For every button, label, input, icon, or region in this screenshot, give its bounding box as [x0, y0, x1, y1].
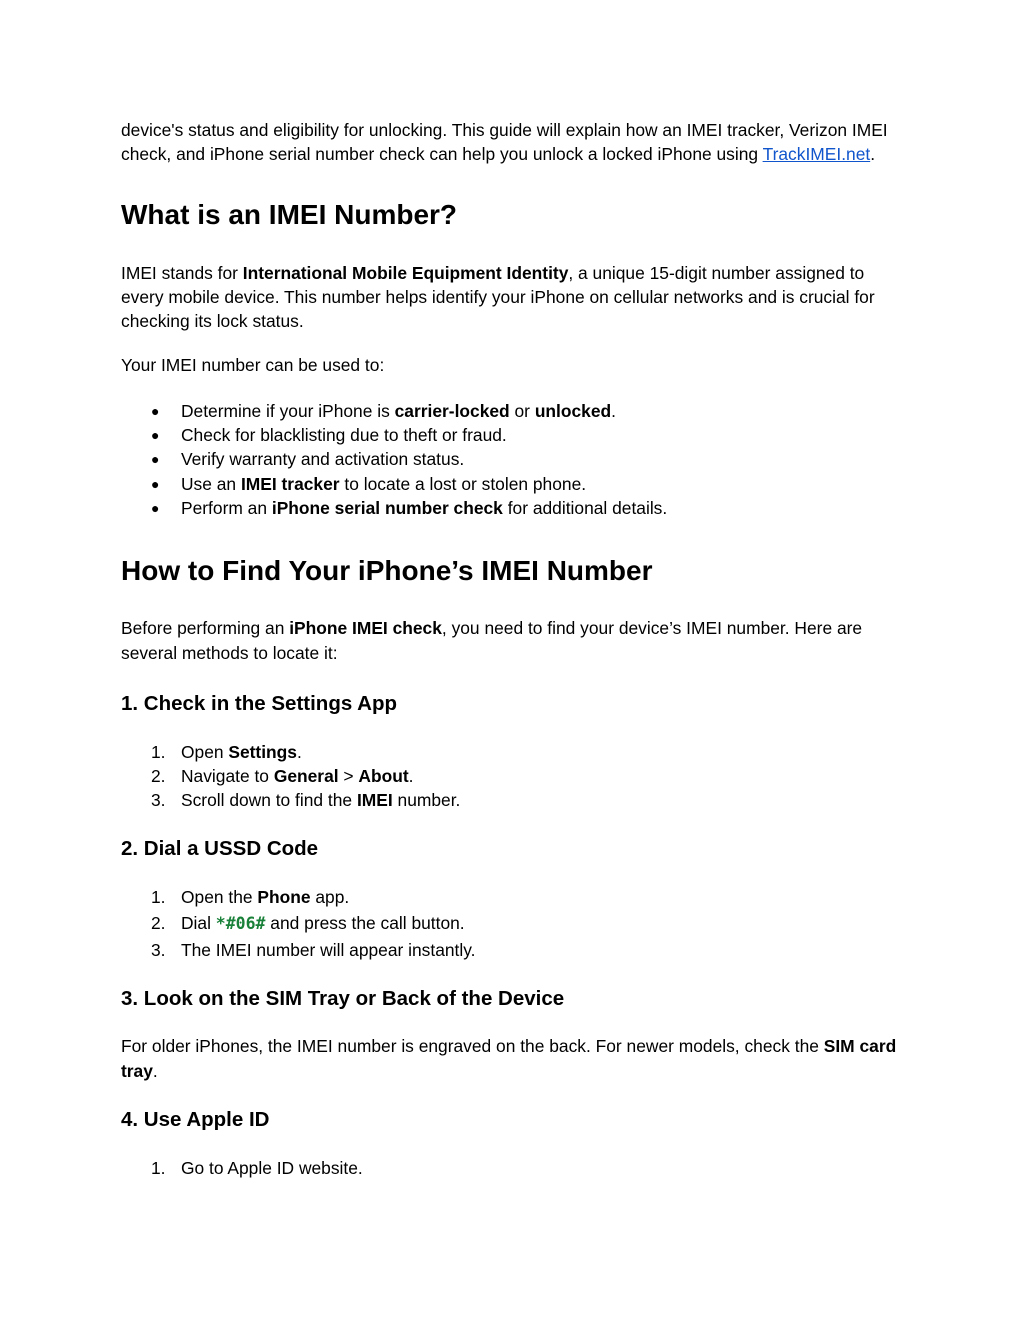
bold-text: Phone — [257, 886, 311, 907]
list-item — [121, 423, 911, 447]
imei-definition-paragraph — [121, 261, 911, 334]
heading-settings-app: 1. Check in the Settings App — [121, 691, 398, 715]
text-span: , a unique 15-digit number assigned to every mobile device. This number helps identify your iPhone on cellular networks and is crucial for checking its lock status. — [121, 262, 875, 332]
text-span: Scroll down to find the — [181, 790, 357, 811]
step-number: 2. — [151, 766, 166, 787]
list-item — [121, 472, 911, 496]
text-span: Go to Apple ID website. — [181, 1157, 363, 1178]
heading-how-to-find: How to Find Your iPhone’s IMEI Number — [121, 555, 653, 587]
list-item — [121, 938, 911, 962]
bullet-icon: ● — [151, 475, 160, 492]
heading-dial-ussd: 2. Dial a USSD Code — [121, 836, 319, 860]
list-item — [121, 764, 911, 788]
text-span: > — [338, 766, 359, 787]
text-span: Use an — [181, 473, 241, 494]
bold-text: carrier-locked — [394, 400, 510, 421]
bullet-icon: ● — [151, 402, 160, 419]
list-item — [121, 788, 911, 812]
step-number: 1. — [151, 741, 166, 762]
trackimei-link[interactable]: TrackIMEI.net — [762, 144, 871, 165]
list-item — [121, 496, 911, 520]
bold-text: SIM card tray — [121, 1036, 897, 1081]
list-item — [121, 885, 911, 909]
text-span: Navigate to — [181, 766, 274, 787]
heading-what-is-imei: What is an IMEI Number? — [121, 198, 458, 230]
step-number: 3. — [151, 790, 166, 811]
text-span: . — [611, 400, 616, 421]
sim-paragraph — [121, 1034, 911, 1083]
bold-text: Settings — [228, 741, 297, 762]
list-item — [121, 399, 911, 423]
bold-text: IMEI tracker — [240, 473, 340, 494]
bold-text: iPhone IMEI check — [289, 618, 442, 639]
list-item — [121, 740, 911, 764]
text-span: Open — [181, 741, 229, 762]
step-number: 1. — [151, 886, 166, 907]
intro-text: device's status and eligibility for unlocking. This guide will explain how an IMEI tracker, Verizon IMEI check, and iPhone serial number check can help you unlock a locked iPhone using — [121, 120, 888, 165]
text-span: Verify warranty and activation status. — [181, 449, 465, 470]
text-span: or — [509, 400, 535, 421]
list-item — [121, 909, 911, 938]
bold-text: About — [358, 766, 409, 787]
bullet-icon: ● — [151, 427, 160, 444]
imei-uses-list — [121, 399, 911, 520]
text-span: . — [408, 766, 414, 787]
text-span: app. — [310, 886, 350, 907]
step-number: 3. — [151, 940, 166, 961]
text-span: , you need to find your device’s IMEI number. Here are several methods to locate it: — [121, 618, 863, 663]
text-span: . — [296, 741, 302, 762]
text-span: IMEI stands for — [121, 262, 243, 283]
settings-steps-list — [121, 740, 911, 813]
imei-uses-intro: Your IMEI number can be used to: — [121, 355, 385, 376]
text-span: . — [152, 1060, 158, 1081]
bullet-icon: ● — [151, 499, 160, 516]
heading-sim-tray: 3. Look on the SIM Tray or Back of the Device — [121, 987, 565, 1011]
find-intro-paragraph — [121, 616, 911, 665]
heading-apple-id: 4. Use Apple ID — [121, 1107, 270, 1131]
text-span: to locate a lost or stolen phone. — [339, 473, 587, 494]
text-span: for additional details. — [502, 497, 668, 518]
text-span: Dial — [181, 913, 216, 934]
apple-id-steps-list — [121, 1156, 911, 1180]
bold-text: unlocked — [534, 400, 612, 421]
list-item — [121, 1156, 911, 1180]
text-span: Open the — [181, 886, 258, 907]
text-span: Before performing an — [121, 618, 290, 639]
step-number: 1. — [151, 1157, 166, 1178]
text-span: The IMEI number will appear instantly. — [181, 940, 476, 961]
text-span: Determine if your iPhone is — [181, 400, 395, 421]
ussd-steps-list — [121, 885, 911, 963]
text-span: For older iPhones, the IMEI number is engraved on the back. For newer models, check the — [121, 1036, 824, 1057]
document-page — [121, 118, 911, 1180]
text-span: number. — [392, 790, 461, 811]
bold-text: iPhone serial number check — [271, 497, 503, 518]
bold-text: General — [273, 766, 339, 787]
bullet-icon: ● — [151, 451, 160, 468]
imei-expansion: International Mobile Equipment Identity — [242, 262, 569, 283]
intro-end: . — [870, 144, 876, 165]
intro-paragraph — [121, 118, 911, 167]
text-span: Perform an — [181, 497, 272, 518]
text-span: Check for blacklisting due to theft or fraud. — [181, 425, 507, 446]
step-number: 2. — [151, 913, 166, 934]
list-item — [121, 447, 911, 471]
text-span: and press the call button. — [265, 913, 465, 934]
ussd-code: *#06# — [215, 914, 266, 934]
bold-text: IMEI — [356, 790, 393, 811]
